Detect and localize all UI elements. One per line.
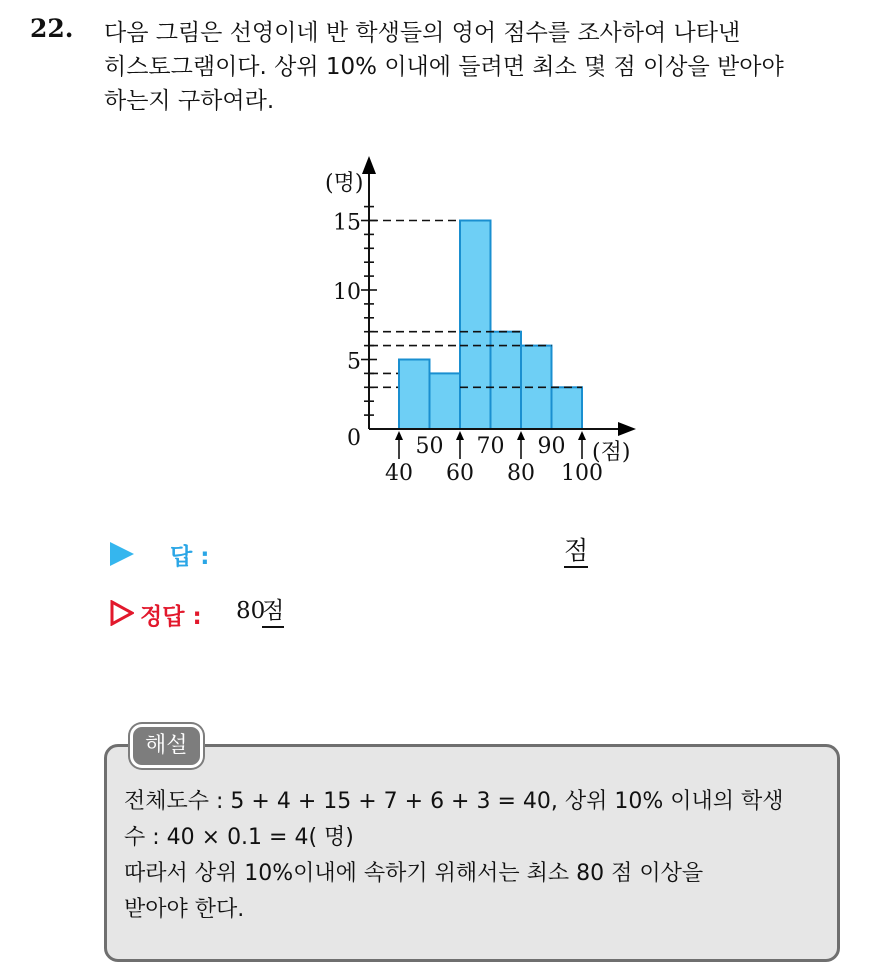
correct-answer-row (110, 596, 410, 632)
solution-line: 받아야 한다. (124, 897, 245, 922)
x-tick-arrowhead (578, 431, 586, 440)
answer-row (110, 536, 589, 572)
histogram-bar (399, 360, 430, 430)
solution-line: 수 : 40 × 0.1 = 4( 명) (124, 825, 354, 850)
y-axis-label: (명) (325, 171, 364, 196)
histogram-bar (552, 387, 583, 429)
solution-text (124, 784, 832, 928)
x-tick-arrowhead (517, 431, 525, 440)
answer-label: 답 : (170, 544, 210, 570)
correct-answer-unit: 점 (262, 596, 284, 628)
correct-answer-value: 80 (236, 598, 266, 624)
y-axis-arrowhead (362, 156, 376, 174)
question-line: 다음 그림은 선영이네 반 학생들의 영어 점수를 조사하여 나타낸 (104, 20, 741, 46)
x-axis-arrowhead (618, 422, 636, 436)
y-tick-label: 0 (347, 426, 361, 451)
play-triangle-icon (110, 542, 134, 566)
outlined-triangle-icon (110, 600, 134, 626)
x-tick-label: 100 (561, 461, 603, 486)
x-tick-label: 90 (537, 434, 566, 459)
y-tick-label: 15 (333, 210, 361, 236)
y-tick-label: 5 (347, 349, 361, 375)
x-tick-arrowhead (456, 431, 464, 440)
x-tick-label: 50 (415, 434, 444, 459)
x-tick-label: 40 (385, 461, 413, 486)
answer-unit[interactable]: 점 (564, 536, 588, 568)
question-number: 22. (30, 14, 74, 43)
x-tick-label: 70 (476, 434, 505, 459)
question-line: 하는지 구하여라. (104, 88, 275, 114)
histogram-bar (430, 373, 461, 429)
x-tick-arrowhead (395, 431, 403, 440)
histogram-bar (460, 221, 491, 430)
question-line: 히스토그램이다. 상위 10% 이내에 들려면 최소 몇 점 이상을 받아야 (104, 54, 784, 80)
y-tick-label: 10 (333, 280, 361, 305)
x-axis-label: (점) (592, 440, 631, 465)
correct-answer-label: 정답 : (140, 604, 202, 630)
solution-line: 전체도수 : 5 + 4 + 15 + 7 + 6 + 3 = 40, 상위 10% 이내의 학생 (124, 789, 784, 814)
solution-tag: 해설 (130, 724, 203, 768)
x-tick-label: 80 (507, 461, 535, 486)
x-tick-label: 60 (446, 461, 474, 486)
solution-line: 따라서 상위 10%이내에 속하기 위해서는 최소 80 점 이상을 (124, 861, 704, 886)
